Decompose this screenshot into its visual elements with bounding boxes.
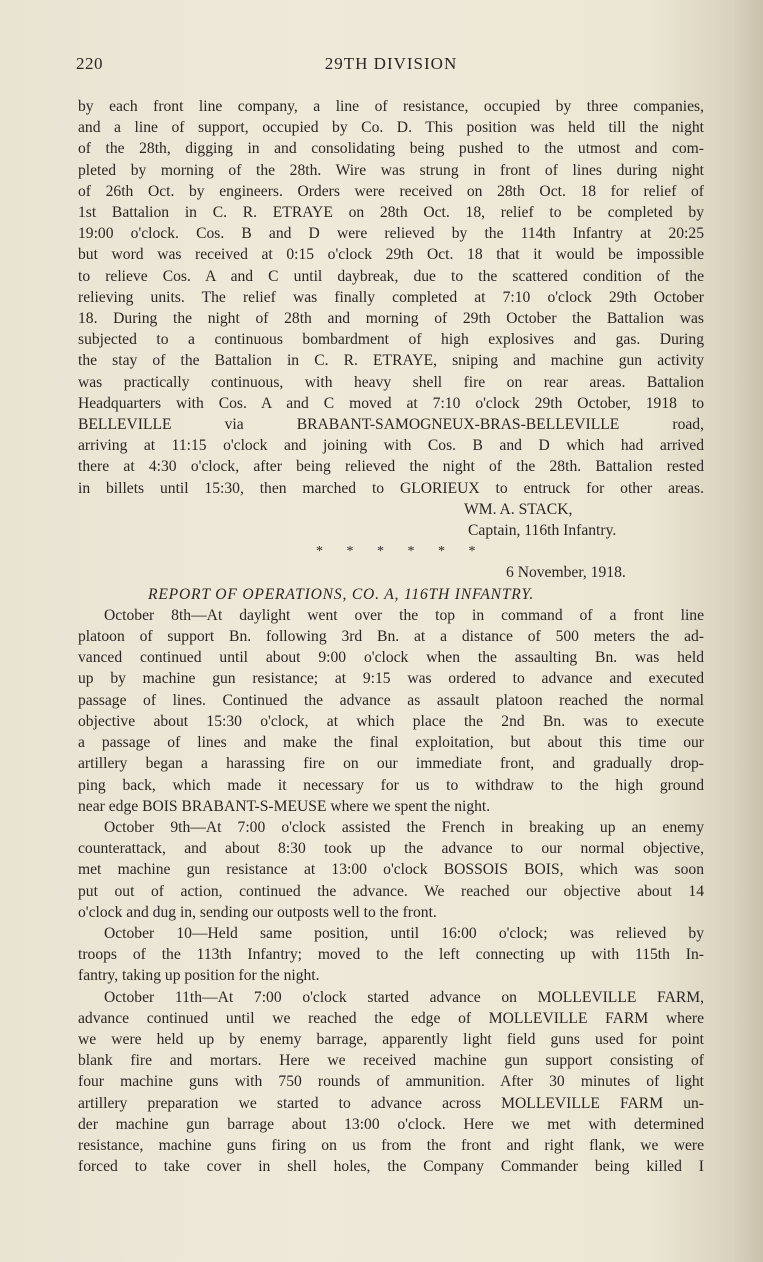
text-line: objective about 15:30 o'clock, at which place the 2nd Bn. was to execute <box>78 712 704 730</box>
text-line: up by machine gun resistance; at 9:15 was ordered to advance and executed <box>78 670 704 688</box>
text-line: 1st Battalion in C. R. ETRAYE on 28th Oct. 18, relief to be completed by <box>78 204 704 222</box>
text-line: the stay of the Battalion in C. R. ETRAYE, sniping and machine gun activity <box>78 352 704 370</box>
text-line: der machine gun barrage about 13:00 o'clock. Here we met with determined <box>78 1115 704 1133</box>
body-text <box>78 96 704 1177</box>
text-line: REPORT OF OPERATIONS, CO. A, 116TH INFANTRY. <box>148 585 535 603</box>
text-line: a passage of lines and make the final exploitation, but about this time our <box>78 734 704 752</box>
text-line: Captain, 116th Infantry. <box>468 522 617 540</box>
text-line: we were held up by enemy barrage, apparently light field guns used for point <box>78 1030 704 1048</box>
text-line: to relieve Cos. A and C until daybreak, due to the scattered condition of the <box>78 267 704 285</box>
running-title: 29TH DIVISION <box>324 54 458 73</box>
text-line: ping back, which made it necessary for us to withdraw to the high ground <box>78 776 704 794</box>
text-line: four machine guns with 750 rounds of ammunition. After 30 minutes of light <box>78 1073 704 1091</box>
text-line: vanced continued until about 9:00 o'clock when the assaulting Bn. was held <box>78 649 704 667</box>
text-line: October 9th—At 7:00 o'clock assisted the French in breaking up an enemy <box>104 818 704 836</box>
text-line: October 8th—At daylight went over the top in command of a front line <box>104 606 704 624</box>
text-line: fantry, taking up position for the night. <box>78 967 320 985</box>
text-line: passage of lines. Continued the advance as assault platoon reached the normal <box>78 691 704 709</box>
text-line: of 26th Oct. by engineers. Orders were received on 28th Oct. 18 for relief of <box>78 182 704 200</box>
text-line: troops of the 113th Infantry; moved to the left connecting up with 115th In- <box>78 946 704 964</box>
text-line: and a line of support, occupied by Co. D. This position was held till the night <box>78 119 704 137</box>
text-line: 18. During the night of 28th and morning of 29th October the Battalion was <box>78 310 704 328</box>
text-line: there at 4:30 o'clock, after being relieved the night of the 28th. Battalion rested <box>78 458 704 476</box>
text-line: October 11th—At 7:00 o'clock started advance on MOLLEVILLE FARM, <box>104 988 704 1006</box>
text-line: blank fire and mortars. Here we received machine gun support consisting of <box>78 1052 704 1070</box>
text-line: in billets until 15:30, then marched to GLORIEUX to entruck for other areas. <box>78 479 704 497</box>
text-line: * * * * * * <box>316 544 486 560</box>
text-line: resistance, machine guns firing on us from the front and right flank, we were <box>78 1136 704 1154</box>
text-line: 19:00 o'clock. Cos. B and D were relieved by the 114th Infantry at 20:25 <box>78 225 704 243</box>
text-line: was practically continuous, with heavy shell fire on rear areas. Battalion <box>78 373 704 391</box>
text-line: met machine gun resistance at 13:00 o'clock BOSSOIS BOIS, which was soon <box>78 861 704 879</box>
text-line: BELLEVILLE via BRABANT-SAMOGNEUX-BRAS-BELLEVILLE road, <box>78 416 704 434</box>
text-line: arriving at 11:15 o'clock and joining with Cos. B and D which had arrived <box>78 437 704 455</box>
text-line: WM. A. STACK, <box>464 500 573 518</box>
text-line: near edge BOIS BRABANT-S-MEUSE where we spent the night. <box>78 797 491 815</box>
text-line: pleted by morning of the 28th. Wire was strung in front of lines during night <box>78 161 704 179</box>
text-line: forced to take cover in shell holes, the Company Commander being killed I <box>78 1158 704 1176</box>
text-line: put out of action, continued the advance. We reached our objective about 14 <box>78 882 704 900</box>
text-line: relieving units. The relief was finally completed at 7:10 o'clock 29th October <box>78 288 704 306</box>
text-line: advance continued until we reached the edge of MOLLEVILLE FARM where <box>78 1009 704 1027</box>
text-line: platoon of support Bn. following 3rd Bn. at a distance of 500 meters the ad- <box>78 628 704 646</box>
text-line: 6 November, 1918. <box>506 564 626 582</box>
text-line: but word was received at 0:15 o'clock 29th Oct. 18 that it would be impossible <box>78 246 704 264</box>
text-line: artillery began a harassing fire on our immediate front, and gradually drop- <box>78 755 704 773</box>
text-line: o'clock and dug in, sending our outposts well to the front. <box>78 903 437 921</box>
text-line: Headquarters with Cos. A and C moved at 7:10 o'clock 29th October, 1918 to <box>78 394 704 412</box>
text-line: counterattack, and about 8:30 took up the advance to our normal objective, <box>78 840 704 858</box>
text-line: artillery preparation we started to advance across MOLLEVILLE FARM un- <box>78 1094 704 1112</box>
text-line: of the 28th, digging in and consolidating being pushed to the utmost and com- <box>78 140 704 158</box>
page-header <box>76 54 706 78</box>
text-line: subjected to a continuous bombardment of high explosives and gas. During <box>78 331 704 349</box>
page-number: 220 <box>76 54 103 73</box>
text-line: October 10—Held same position, until 16:00 o'clock; was relieved by <box>104 924 704 942</box>
text-line: by each front line company, a line of resistance, occupied by three companies, <box>78 98 704 115</box>
